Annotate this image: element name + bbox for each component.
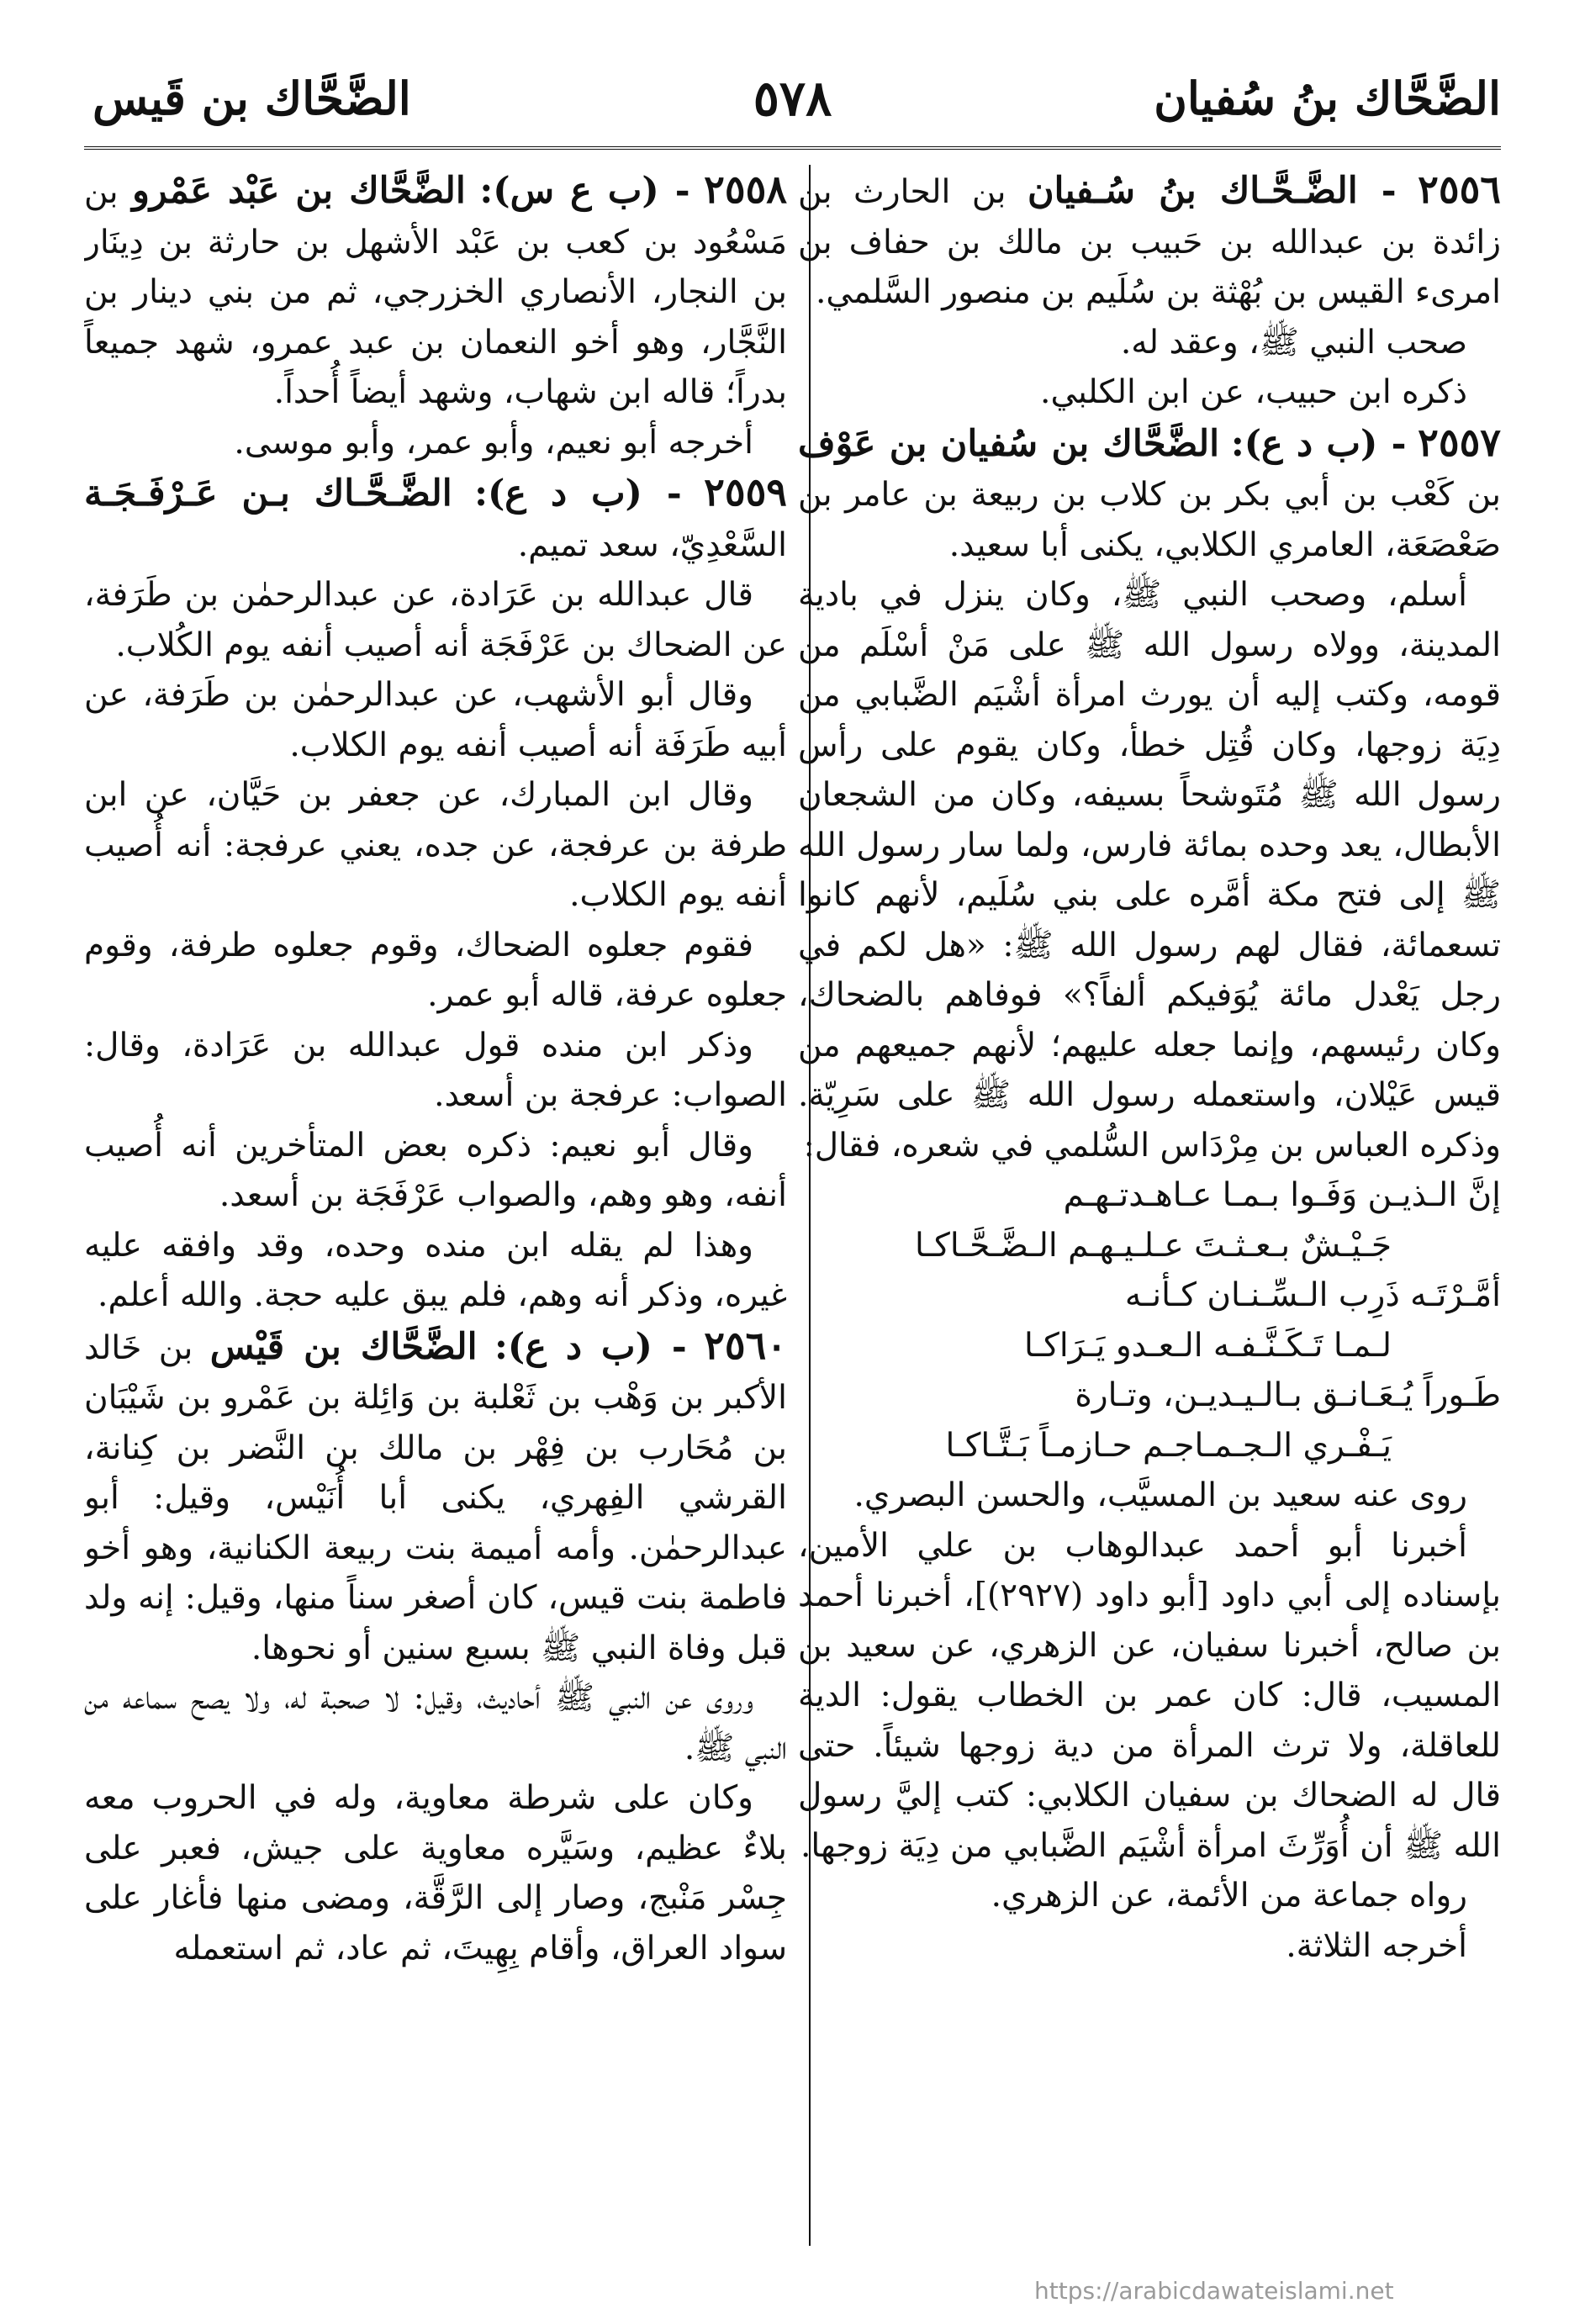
poem-line: طَـوراً يُـعَـانـق بـالـيـديـن، وتـارة	[1075, 1376, 1501, 1414]
paragraph: أسلم، وصحب النبي ﷺ، وكان ينزل في بادية المدينة، وولاه رسول الله ﷺ على مَنْ أسْلَم من قومه، وكتب إليه أن يورث امرأة أشْيَم الضَّبابي من دِيَة زوجها، وكان قُتِل خطأ، وكان يقوم على رأس رسول الله ﷺ مُتَوشحاً بسيفه، وكان من الشجعان الأبطال، يعد وحده بمائة فارس، ولما سار رسول الله ﷺ إلى فتح مكة أمَّره على بني سُلَيم، لأنهم كانوا تسعمائة، فقال لهم رسول الله ﷺ: «هل لكم في رجل يَعْدل مائة يُوَفيكم ألفاً؟» فوفاهم بالضحاك، وكان رئيسهم، وإنما جعله عليهم؛ لأنهم جميعهم من قيس عَيْلان، واستعمله رسول الله ﷺ على سَرِيّة. وذكره العباس بن مِرْدَاس السُّلمي في شعره، فقال:	[798, 576, 1501, 1165]
poem-line: أمَّـرْتَـه ذَرِب الـسِّـنـان كـأنـه	[1124, 1276, 1501, 1314]
entry-name: الضَّحَّاك بن قَيْس	[209, 1325, 478, 1368]
entry-text: بن خَالد الأكبر بن وَهْب بن ثَعْلبة بن وَائِلة بن عَمْرو بن شَيْبَان بن مُحَارب بن فِهْر بن مالك بن النَّضر بن كِنانة، القرشي الفِهري، يكنى أبا أُنَيْس، وقيل: أبو عبدالرحمٰن. وأمه أميمة بنت ربيعة الكنانية، وهو أخو فاطمة بنت قيس، كان أصغر سناً منها، وقيل: إنه ولد قبل وفاة النبي ﷺ بسبع سنين أو نحوها.	[84, 1328, 787, 1667]
entry-2560	[84, 1321, 787, 1674]
page-number: ٥٧٨	[753, 70, 832, 127]
paragraph: ذكره ابن حبيب، عن ابن الكلبي.	[1040, 373, 1467, 411]
entry-name: الضَّحَّاك بن عَبْد عَمْرو	[132, 170, 466, 212]
entry-text: بن الحارث بن زائدة بن عبدالله بن حَبيب بن مالك بن حفاف بن امرىء القيس بن بُهْثة بن سُلَيم بن منصور السَّلمي.	[798, 173, 1501, 311]
poem-line: جَـيْـشٌ بـعـثـتَ عـلـيـهـم الـضَّـحَّـاكـا	[915, 1226, 1392, 1265]
running-title-left: الضَّحَّاك بن قَيس	[92, 71, 411, 125]
paragraph: قال عبدالله بن عَرَادة، عن عبدالرحمٰن بن طَرَفة، عن الضحاك بن عَرْفَجَة أنه أصيب أنفه يوم الكُلاب.	[84, 576, 787, 664]
left-column	[84, 165, 787, 2242]
paragraph: وذكر ابن منده قول عبدالله بن عَرَادة، وقال: الصواب: عرفجة بن أسعد.	[84, 1026, 787, 1114]
entry-2556: ٢٥٥٦ - الضَّـحَّـاك بنُ سُـفيان بن الحارث بن زائدة بن عبدالله بن حَبيب بن مالك بن حفاف بن امرىء القيس بن بُهْثة بن سُلَيم بن منصور السَّلمي.	[798, 166, 1501, 311]
paragraph: رواه جماعة من الأئمة، عن الزهري.	[991, 1877, 1467, 1915]
paragraph: وقال أبو نعيم: ذكره بعض المتأخرين أنه أُصيب أنفه، وهو وهم، والصواب عَرْفَجَة بن أسعد.	[84, 1126, 787, 1214]
entry-2557	[798, 418, 1501, 571]
entry-name: الضَّـحَّـاك بـن عَـرْفَـجَـة	[84, 473, 452, 515]
entry-sources: - (ب د ع):	[494, 1325, 687, 1368]
paragraph: صحب النبي ﷺ، وعقد له.	[1120, 323, 1467, 362]
entry-text: بن مَسْعُود بن كعب بن عَبْد الأشهل بن حارثة بن دِينَار بن النجار، الأنصاري الخزرجي، ثم من بني دينار بن النَّجَّار، وهو أخو النعمان بن عبد عمرو، شهد جميعاً بدراً؛ قاله ابن شهاب، وشهد أيضاً أُحداً.	[84, 173, 787, 411]
entry-2558	[84, 165, 787, 418]
entry-number: ٢٥٥٨	[704, 166, 787, 212]
entry-sources: - (ب ع س):	[479, 170, 690, 212]
poem-line: لـمـا تَـكَـنَّـفـه الـعـدو يَـرَاكـا	[1023, 1326, 1392, 1365]
paragraph: وقال أبو الأشهب، عن عبدالرحمٰن بن طَرَفة، عن أبيه طَرَفَة أنه أصيب أنفه يوم الكلاب.	[84, 676, 787, 764]
entry-number: ٢٥٦٠	[704, 1322, 787, 1368]
entry-2559	[84, 467, 787, 570]
header-rule	[84, 146, 1501, 150]
paragraph: روى عنه سعيد بن المسيَّب، والحسن البصري.	[853, 1476, 1467, 1514]
entry-number: ٢٥٥٧	[1418, 419, 1501, 465]
entry-name: الضَّحَّاك بن سُفيان بن عَوْف	[798, 422, 1220, 465]
paragraph: وهذا لم يقله ابن منده وحده، وقد وافقه عليه غيره، وذكر أنه وهم، فلم يبق عليه حجة. والله أعلم.	[84, 1226, 787, 1314]
paragraph: وقال ابن المبارك، عن جعفر بن حَيَّان، عن ابن طرفة بن عرفجة، عن جده، يعني عرفجة: أنه أُصيب أنفه يوم الكلاب.	[84, 776, 787, 914]
running-title-right: الضَّحَّاك بنُ سُفيان	[1154, 71, 1501, 125]
paragraph: فقوم جعلوه الضحاك، وقوم جعلوه طرفة، وقوم جعلوه عرفة، قاله أبو عمر.	[84, 926, 787, 1014]
paragraph: أخبرنا أبو أحمد عبدالوهاب بن علي الأمين، بإسناده إلى أبي داود [أبو داود (٢٩٢٧)]، أخبرنا أحمد بن صالح، أخبرنا سفيان، عن الزهري، عن سعيد بن المسيب، قال: كان عمر بن الخطاب يقول: الدية للعاقلة، ولا ترث المرأة من دية زوجها شيئاً. حتى قال له الضحاك بن سفيان الكلابي: كتب إليَّ رسول الله ﷺ أن أُوَرِّثَ امرأة أشْيَم الضَّبابي من دِيَة زوجها.	[798, 1526, 1501, 1865]
poem	[798, 1170, 1501, 1471]
paragraph: أخرجه الثلاثة.	[1286, 1926, 1467, 1965]
paragraph: وكان على شرطة معاوية، وله في الحروب معه بلاءٌ عظيم، وسَيَّره معاوية على جيش، فعبر على جِسْر مَنْبج، وصار إلى الرَّقَّة، ومضى منها فأغار على سواد العراق، وأقام بِهِيتَ، ثم عاد، ثم استعمله	[84, 1779, 787, 1967]
column-separator	[809, 165, 811, 2246]
paragraph: وروى عن النبي ﷺ أحاديث، وقيل: لا صحبة له، ولا يصح سماعه من النبي ﷺ.	[84, 1679, 787, 1767]
right-column	[798, 165, 1501, 2242]
watermark-url: https://arabicdawateislami.net	[1034, 2277, 1394, 2305]
poem-line: يَـفْـري الـجـمـاجـم حـازمـاً بَـتَّـاكـا	[945, 1426, 1392, 1465]
entry-sources: - (ب د ع):	[474, 473, 682, 515]
paragraph: أخرجه أبو نعيم، وأبو عمر، وأبو موسى.	[234, 423, 753, 462]
entry-text: بن كَعْب بن أبي بكر بن كلاب بن ربيعة بن عامر بن صَعْصَعَة، العامري الكلابي، يكنى أبا سعيد.	[798, 476, 1501, 564]
entry-number: ٢٥٥٩	[704, 469, 787, 515]
entry-sources: - (ب د ع):	[1230, 422, 1407, 465]
entry-name: الضَّـحَّـاك بنُ سُـفيان	[1027, 170, 1358, 212]
poem-line: إنَّ الـذيـن وَفَـوا بـمـا عـاهـدتـهـم	[1063, 1176, 1501, 1214]
entry-number: ٢٥٥٦	[1418, 166, 1501, 212]
entry-text: السَّعْدِيّ، سعد تميم.	[517, 526, 787, 564]
